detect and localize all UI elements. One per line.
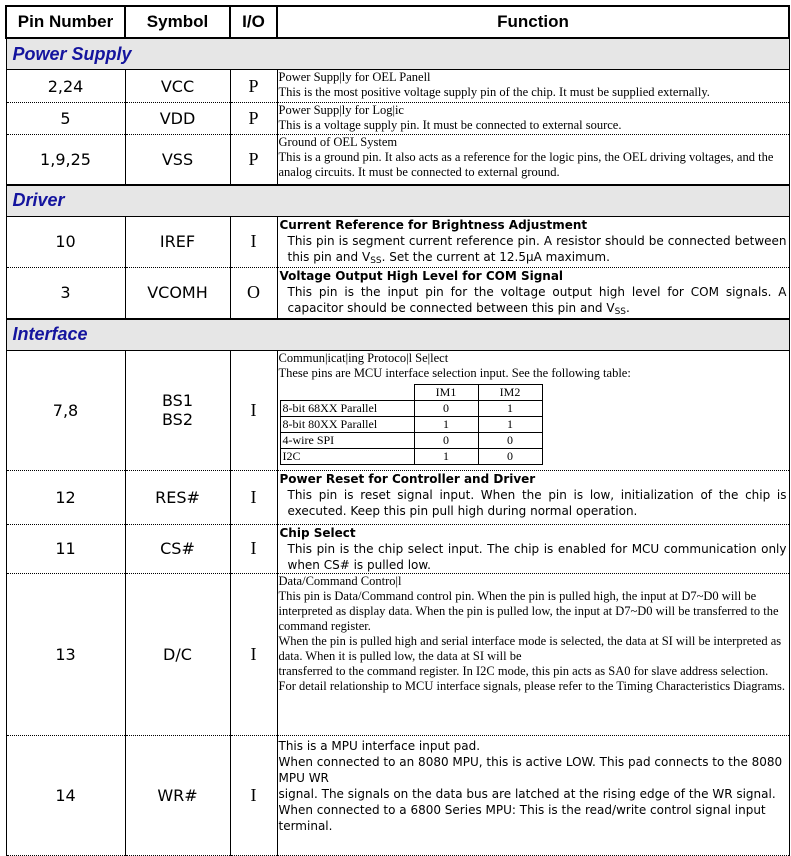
table-row <box>6 135 789 185</box>
symbol: CS# <box>125 524 230 573</box>
table-row <box>6 735 789 855</box>
symbol <box>125 350 230 470</box>
io-type: I <box>230 524 277 573</box>
im1-value: 1 <box>414 416 478 432</box>
im2-value: 0 <box>478 432 542 448</box>
im-mode: 8-bit 68XX Parallel <box>280 400 414 416</box>
function-cell <box>277 216 789 267</box>
header-function: Function <box>277 6 789 38</box>
im2-value: 1 <box>478 400 542 416</box>
section-title: Interface <box>6 319 789 351</box>
function-desc: This is a voltage supply pin. It must be connected to external source. <box>278 118 622 132</box>
symbol: WR# <box>125 735 230 855</box>
function-desc-p1: This pin is Data/Command control pin. When the pin is pulled high, the input at D7~D0 will be interpreted as display data. When the pin is pulled low, the input at D7~D0 will be transferred to the command register. <box>278 588 779 633</box>
function-cell <box>277 470 789 524</box>
im-row <box>280 432 542 448</box>
table-row <box>6 350 789 470</box>
pin-description-table <box>5 5 790 856</box>
table-row <box>6 70 789 103</box>
function-desc: These pins are MCU interface selection input. See the following table: <box>278 365 631 380</box>
function-desc: This is the most positive voltage supply pin of the chip. It must be supplied externally. <box>278 85 710 99</box>
symbol: IREF <box>125 216 230 267</box>
im-header-im2: IM2 <box>478 384 542 400</box>
symbol: VCOMH <box>125 267 230 319</box>
table-row <box>6 573 789 735</box>
im1-value: 0 <box>414 432 478 448</box>
symbol: D/C <box>125 573 230 735</box>
section-power-supply <box>6 38 789 70</box>
function-desc-p3: transferred to the command register. In I2C mode, this pin acts as SA0 for slave address selection. <box>278 663 769 678</box>
io-type: P <box>230 103 277 135</box>
function-desc: This is a ground pin. It also acts as a reference for the logic pins, the OEL driving voltages, and the analog circuits. It must be connected to external ground. <box>278 150 774 179</box>
im-mode: 4-wire SPI <box>280 432 414 448</box>
section-interface <box>6 319 789 351</box>
function-cell <box>277 524 789 573</box>
table-row <box>6 470 789 524</box>
pin-number: 10 <box>6 216 125 267</box>
function-cell <box>277 70 789 103</box>
symbol: RES# <box>125 470 230 524</box>
function-desc: This pin is segment current reference pin. A resistor should be connected between this pin and $V_{SS}$. Set the current at 12.5µA maximum. <box>287 233 787 266</box>
io-type: I <box>230 350 277 470</box>
im-row <box>280 416 542 432</box>
pin-number: 14 <box>6 735 125 855</box>
function-desc-p2: When the pin is pulled high and serial interface mode is selected, the data at SI will be interpreted as data. When it is pulled low, the data at SI will be <box>278 633 782 663</box>
io-type: P <box>230 135 277 185</box>
im-row <box>280 400 542 416</box>
pin-number: 3 <box>6 267 125 319</box>
io-type: I <box>230 216 277 267</box>
function-title: Chip Select <box>279 525 356 540</box>
header-io: I/O <box>230 6 277 38</box>
io-type: O <box>230 267 277 319</box>
function-cell <box>277 735 789 855</box>
pin-number: 1,9,25 <box>6 135 125 185</box>
symbol: VDD <box>125 103 230 135</box>
function-desc-l4: When connected to a 6800 Series MPU: This is the read/write control signal input terminal. <box>278 802 766 833</box>
io-type: I <box>230 573 277 735</box>
table-row <box>6 216 789 267</box>
symbol: VSS <box>125 135 230 185</box>
table-row <box>6 267 789 319</box>
function-title: Voltage Output High Level for COM Signal <box>279 268 564 283</box>
table-row <box>6 103 789 135</box>
io-type: P <box>230 70 277 103</box>
im-row <box>280 448 542 464</box>
function-cell <box>277 135 789 185</box>
function-desc: This pin is the input pin for the voltage output high level for COM signals. A capacitor should be connected between this pin and $V_{SS}$. <box>287 284 787 317</box>
im1-value: 1 <box>414 448 478 464</box>
io-type: I <box>230 470 277 524</box>
header-pin-number: Pin Number <box>6 6 125 38</box>
im1-value: 0 <box>414 400 478 416</box>
section-title: Driver <box>6 185 789 217</box>
function-cell <box>277 573 789 735</box>
pin-number: 5 <box>6 103 125 135</box>
im-mode: I2C <box>280 448 414 464</box>
io-type: I <box>230 735 277 855</box>
function-desc-l2: When connected to an 8080 MPU, this is active LOW. This pad connects to the 8080 MPU WR <box>278 754 783 785</box>
function-desc-l3: signal. The signals on the data bus are latched at the rising edge of the WR signal. <box>278 786 776 801</box>
function-desc: This pin is reset signal input. When the pin is low, initialization of the chip is executed. Keep this pin pull high during normal operation. <box>287 487 787 518</box>
im-mode: 8-bit 80XX Parallel <box>280 416 414 432</box>
function-title: Commun|icat|ing Protoco|l Se|lect <box>278 350 449 365</box>
im-header-blank <box>280 384 414 400</box>
section-title: Power Supply <box>6 38 789 70</box>
pin-number: 7,8 <box>6 350 125 470</box>
section-driver <box>6 185 789 217</box>
header-symbol: Symbol <box>125 6 230 38</box>
function-title: Ground of OEL System <box>278 135 398 149</box>
symbol: VCC <box>125 70 230 103</box>
pin-number: 11 <box>6 524 125 573</box>
pin-number: 12 <box>6 470 125 524</box>
im2-value: 0 <box>478 448 542 464</box>
function-desc-p4: For detail relationship to MCU interface signals, please refer to the Timing Characteristics Diagrams. <box>278 678 785 693</box>
function-title: Power Supp|ly for Log|ic <box>278 103 404 117</box>
pin-number: 2,24 <box>6 70 125 103</box>
header-row <box>6 6 789 38</box>
function-title: Data/Command Contro|l <box>278 573 402 588</box>
function-desc: This pin is the chip select input. The chip is enabled for MCU communication only when CS# is pulled low. <box>287 541 787 572</box>
im-header-row <box>280 384 542 400</box>
function-title: Current Reference for Brightness Adjustment <box>279 217 588 232</box>
function-cell <box>277 350 789 470</box>
function-title: Power Reset for Controller and Driver <box>279 471 536 486</box>
function-cell <box>277 103 789 135</box>
function-cell <box>277 267 789 319</box>
symbol-bs1: BS1 <box>161 391 194 410</box>
table-row <box>6 524 789 573</box>
pin-number: 13 <box>6 573 125 735</box>
im2-value: 1 <box>478 416 542 432</box>
function-title: Power Supp|ly for OEL Panell <box>278 70 431 84</box>
interface-mode-table <box>280 384 543 465</box>
symbol-bs2: BS2 <box>161 410 194 429</box>
function-desc-l1: This is a MPU interface input pad. <box>278 738 481 753</box>
im-header-im1: IM1 <box>414 384 478 400</box>
